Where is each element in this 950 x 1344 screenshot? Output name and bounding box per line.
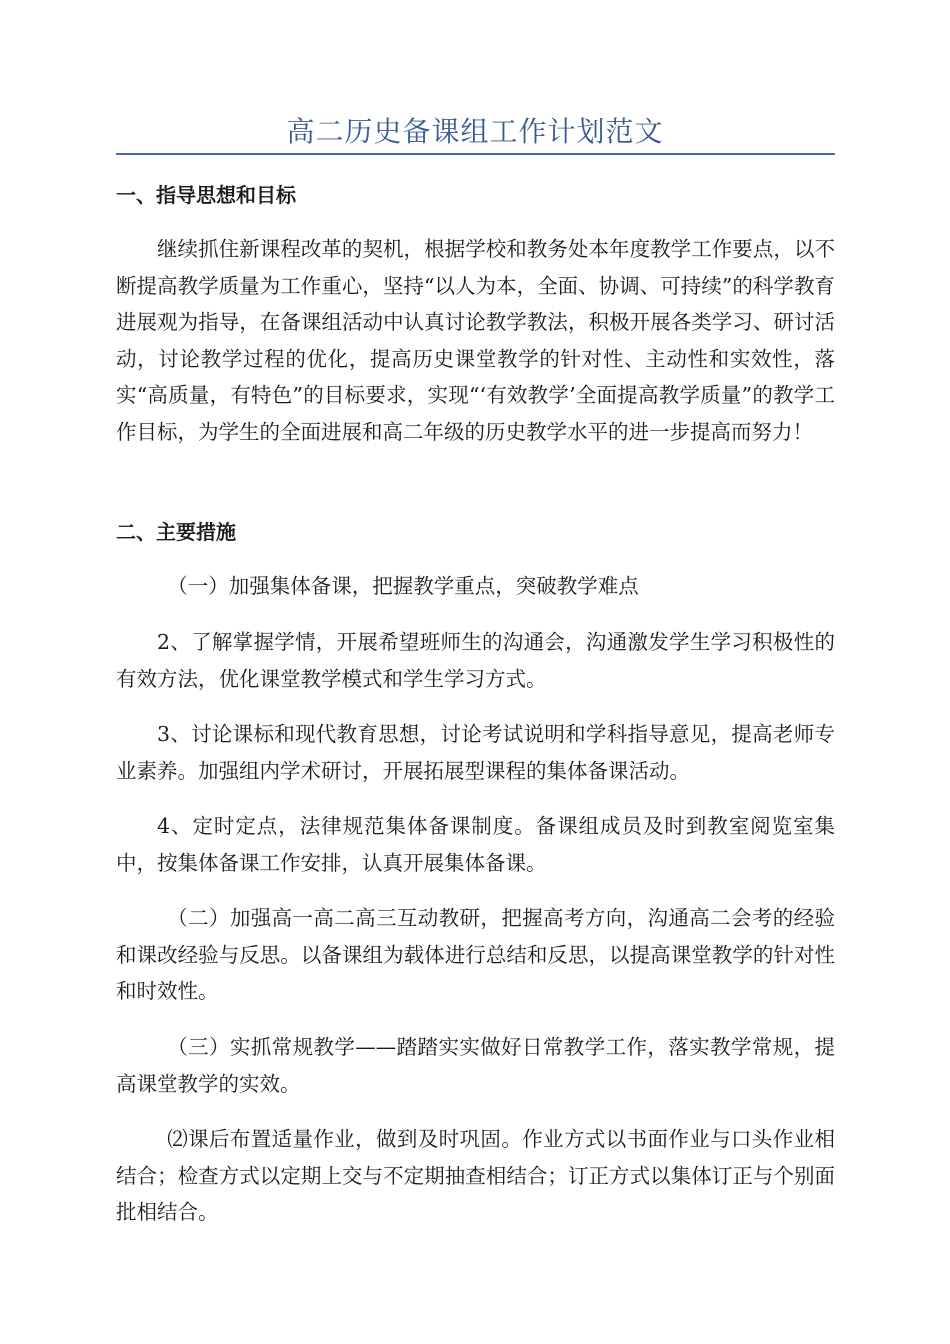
paragraph-measure-7: ⑵课后布置适量作业，做到及时巩固。作业方式以书面作业与口头作业相结合；检查方式以定期上交与不定期抽查相结合；订正方式以集体订正与个别面批相结合。 [116, 1127, 835, 1224]
paragraph-guiding-ideas: 继续抓住新课程改革的契机，根据学校和教务处本年度教学工作要点，以不断提高教学质量为工作重心，坚持“以人为本，全面、协调、可持续”的科学教育进展观为指导，在备课组活动中认真讨论教学教法，积极开展各类学习、研讨活动，讨论教学过程的优化，提高历史课堂教学的针对性、主动性和实效性，落实“高质量，有特色”的目标要求，实现“‘有效教学’全面提高教学质量”的教学工作目标，为学生的全面进展和高二年级的历史教学水平的进一步提高而努力！ [116, 237, 835, 444]
document-title: 高二历史备课组工作计划范文 [286, 115, 664, 148]
section-heading-guiding-ideas: 一、指导思想和目标 [116, 183, 296, 207]
section-heading-main-measures: 二、主要措施 [116, 520, 236, 544]
paragraph-measure-3: 3、讨论课标和现代教育思想，讨论考试说明和学科指导意见，提高老师专业素养。加强组内学术研讨，开展拓展型课程的集体备课活动。 [116, 722, 835, 783]
paragraph-measure-5: （二）加强高一高二高三互动教研，把握高考方向，沟通高二会考的经验和课改经验与反思。以备课组为载体进行总结和反思，以提高课堂教学的针对性和时效性。 [116, 906, 835, 1003]
title-underline [116, 153, 835, 155]
paragraph-measure-6: （三）实抓常规教学——踏踏实实做好日常教学工作，落实教学常规，提高课堂教学的实效。 [116, 1035, 835, 1096]
paragraph-measure-1: （一）加强集体备课，把握教学重点，突破教学难点 [167, 574, 639, 598]
paragraph-measure-4: 4、定时定点，法律规范集体备课制度。备课组成员及时到教室阅览室集中，按集体备课工作安排，认真开展集体备课。 [116, 814, 835, 875]
paragraph-measure-2: 2、了解掌握学情，开展希望班师生的沟通会，沟通激发学生学习积极性的有效方法，优化课堂教学模式和学生学习方式。 [116, 630, 835, 691]
